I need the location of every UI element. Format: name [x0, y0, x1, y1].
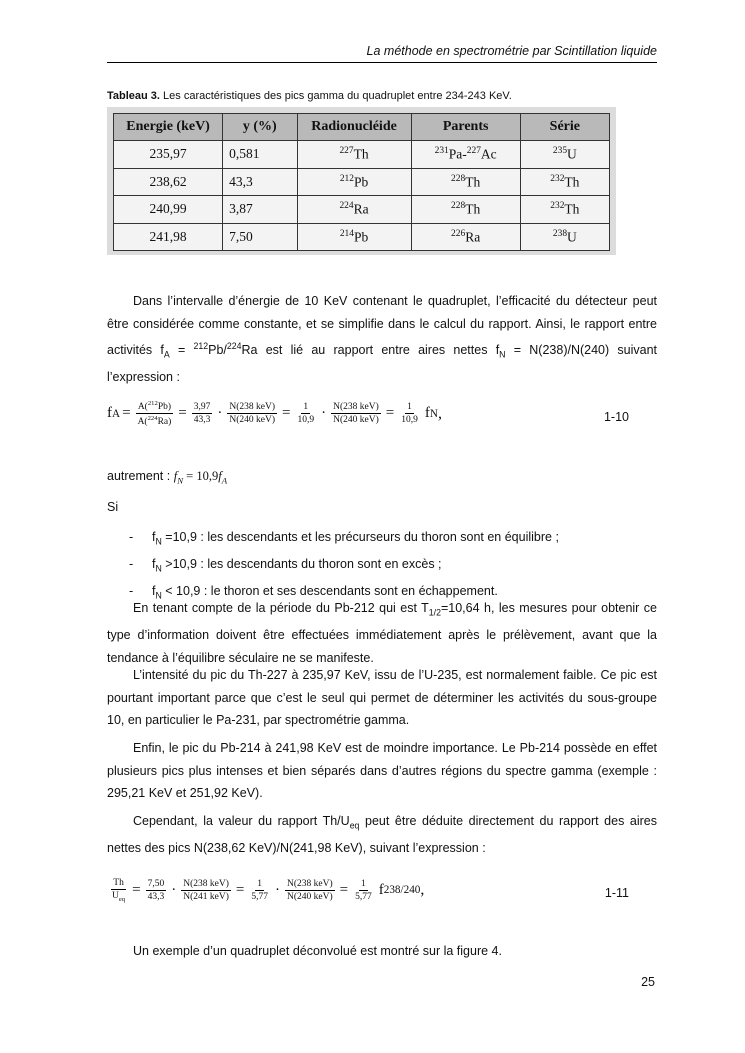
fraction: $\frac{1}{10,9}$ [297, 402, 315, 426]
table-row [114, 141, 610, 169]
paragraph-pb214: Enfin, le pic du Pb-214 à 241,98 KeV est de moindre importance. Le Pb-214 possède en effet plusieurs pics plus intenses et bien séparés dans d’autres régions du spectre gamma (exemple : 295,21 KeV et 251,92 KeV). [107, 741, 657, 801]
equation-1-11: $\frac{Th}{U_{eq}}$ = $\frac{7,50}{43,3}$ · $\frac{\text{N(238 keV)}}{\text{N(241 keV)}}$ = $\frac{1}{5,77}$ · $\frac{\text{N(238 keV)}}{\text{N(240 keV)}}$ = $\frac{1}{5,77}$ f 238/240 , 1-11 [112, 878, 629, 903]
autrement-line: autrement : $f_N = 10,9f_A$ [107, 469, 228, 486]
cell-series: $^{235}$U [520, 141, 609, 169]
running-header: La méthode en spectrométrie par Scintillation liquide [366, 44, 657, 58]
fraction: $\frac{Th}{U_{eq}}$ [112, 878, 126, 903]
list-item: - $f_N < 10,9$ : le thoron et ses descendants sont en échappement. [129, 584, 498, 601]
fraction: $\frac{1}{10,9}$ [401, 402, 418, 426]
cell-radionuclide: $^{214}$Pb [297, 223, 411, 251]
cell-yield: 3,87 [223, 196, 297, 224]
cell-radionuclide: $^{212}$Pb [297, 168, 411, 196]
caption-text: Les caractéristiques des pics gamma du quadruplet entre 234-243 KeV. [159, 90, 512, 102]
fraction: $\frac{\text{N(238 keV)}}{\text{N(241 keV)}}$ [183, 878, 229, 902]
cell-yield: 0,581 [223, 141, 297, 169]
table-row [114, 196, 610, 224]
table-scan [107, 107, 616, 255]
table-row [114, 223, 610, 251]
condition-list [107, 526, 657, 607]
col-header-energy: Energie (keV) [114, 114, 223, 141]
col-header-radionuclide: Radionucléide [297, 114, 411, 141]
cell-yield: 43,3 [223, 168, 297, 196]
fraction: $\frac{\text{N(238 keV)}}{\text{N(240 keV)}}$ [333, 402, 379, 426]
cell-energy: 238,62 [114, 168, 223, 196]
paragraph-figure-ref: Un exemple d’un quadruplet déconvolué est montré sur la figure 4. [133, 944, 502, 958]
equation-number: 1-10 [603, 410, 629, 424]
table-row [114, 168, 610, 196]
gamma-peaks-table [113, 113, 610, 251]
fraction: $\frac{1}{5,77}$ [251, 878, 268, 902]
cell-series: $^{238}$U [520, 223, 609, 251]
cell-parents: $^{226}$Ra [411, 223, 520, 251]
page-number: 25 [641, 975, 655, 989]
col-header-parents: Parents [411, 114, 520, 141]
si-label: Si [107, 500, 119, 514]
cell-radionuclide: $^{224}$Ra [297, 196, 411, 224]
fraction: $\frac{3,97}{43,3}$ [193, 402, 211, 426]
header-rule [107, 62, 657, 63]
cell-radionuclide: $^{227}$Th [297, 141, 411, 169]
fraction: $\frac{7,50}{43,3}$ [147, 878, 165, 902]
cell-parents: $^{228}$Th [411, 168, 520, 196]
paragraph-th-u-ratio: Cependant, la valeur du rapport $Th/U_{eq}$ peut être déduite directement du rapport des aires nettes des pics N(238,62 KeV)/N(241,98 KeV), suivant l’expression : [107, 814, 657, 856]
paragraph-th227: L’intensité du pic du Th-227 à 235,97 KeV, issu de l’U-235, est normalement faible. Ce pic est pourtant important parce que c’est le seul qui permet de déterminer les activités du sous-groupe 10, en particulier le Pa-231, par spectrométrie gamma. [107, 668, 657, 728]
cell-parents: $^{228}$Th [411, 196, 520, 224]
paragraph-activity-ratio: Dans l’intervalle d’énergie de 10 KeV contenant le quadruplet, l’efficacité du détecteur peut être considérée comme constante, et se simplifie dans le calcul du rapport. Ainsi, le rapport entre activités $f_A = ^{212}Pb/^{224}Ra$ est lié au rapport entre aires nettes $f_N = N(238)/N(240)$ suivant l’expression : [107, 294, 658, 385]
cell-series: $^{232}$Th [520, 196, 609, 224]
fraction: $\frac{\text{N(238 keV)}}{\text{N(240 keV)}}$ [229, 402, 276, 426]
equation-1-10: f A = $\frac{A(^{212}Pb)}{A(^{224}Ra)}$ = $\frac{3,97}{43,3}$ · $\frac{\text{N(238 keV)}}{\text{N(240 keV)}}$ = $\frac{1}{10,9}$ · $\frac{\text{N(238 keV)}}{\text{N(240 keV)}}$ = $\frac{1}{10,9}$ f N , 1-10 [107, 400, 629, 428]
table-header-row [114, 114, 610, 141]
col-header-series: Série [520, 114, 609, 141]
cell-energy: 240,99 [114, 196, 223, 224]
paragraph-pb212: En tenant compte de la période du Pb-212 qui est $T_{1/2}=10,64$ h, les mesures pour obtenir ce type d’information doivent être effectuées immédiatement après le prélèvement, avant que la tendance à l’équilibre séculaire ne se manifeste. [107, 601, 657, 665]
cell-series: $^{232}$Th [520, 168, 609, 196]
cell-energy: 241,98 [114, 223, 223, 251]
table-caption [107, 90, 512, 102]
list-item: - $f_N =10,9$ : les descendants et les précurseurs du thoron sont en équilibre ; [129, 530, 559, 547]
fraction: $\frac{1}{5,77}$ [355, 878, 372, 902]
fraction: $\frac{A(^{212}Pb)}{A(^{224}Ra)}$ [137, 400, 172, 428]
cell-parents: $^{231}$Pa-$^{227}$Ac [411, 141, 520, 169]
list-item: - $f_N >10,9$ : les descendants du thoron sont en excès ; [129, 557, 442, 574]
cell-yield: 7,50 [223, 223, 297, 251]
col-header-yield: y (%) [223, 114, 297, 141]
cell-energy: 235,97 [114, 141, 223, 169]
fraction: $\frac{\text{N(238 keV)}}{\text{N(240 keV)}}$ [286, 878, 333, 902]
caption-label: Tableau 3. [107, 90, 160, 102]
equation-number: 1-11 [604, 886, 629, 900]
